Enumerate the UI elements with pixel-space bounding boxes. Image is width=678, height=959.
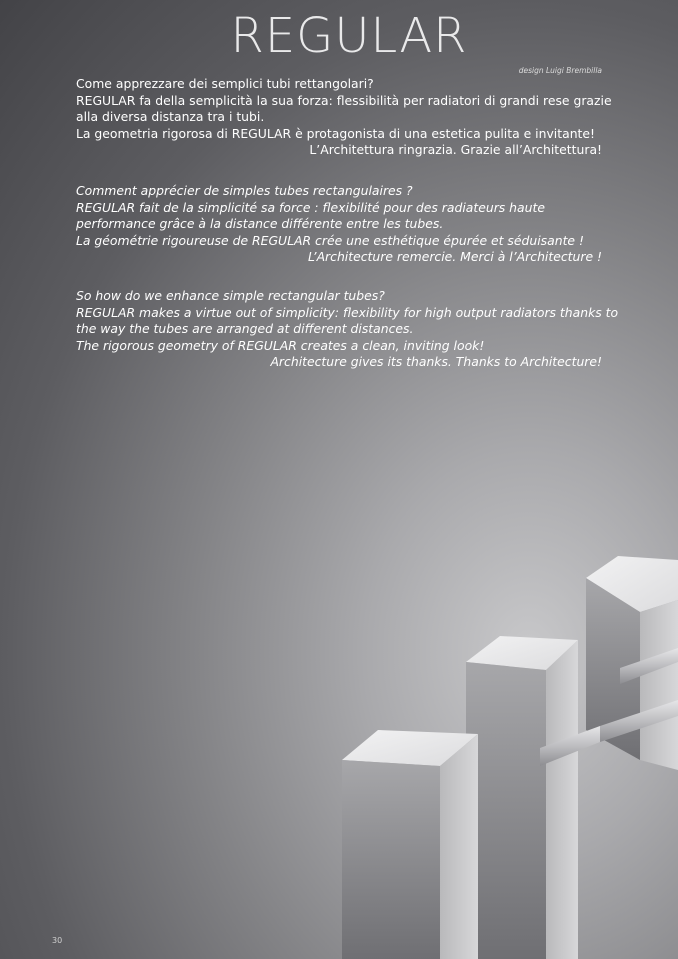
- radiator-tube-front: [342, 730, 478, 959]
- page-title: REGULAR: [230, 8, 468, 64]
- italian-line: Come apprezzare dei semplici tubi rettangolari?: [76, 76, 374, 91]
- italian-line: alla diversa distanza tra i tubi.: [76, 109, 265, 124]
- italian-text-block: [76, 76, 612, 159]
- italian-closing: L’Architettura ringrazia. Grazie all’Architettura!: [309, 142, 602, 157]
- page-number: 30: [52, 936, 63, 945]
- french-line: La géométrie rigoureuse de REGULAR crée une esthétique épurée et séduisante !: [76, 232, 584, 248]
- english-line: So how do we enhance simple rectangular tubes?: [76, 288, 385, 303]
- designer-credit: design Luigi Brembilla: [518, 66, 602, 75]
- english-line: the way the tubes are arranged at different distances.: [76, 321, 414, 336]
- english-closing: Architecture gives its thanks. Thanks to Architecture!: [270, 354, 602, 369]
- italian-line: REGULAR fa della semplicità la sua forza: flessibilità per radiatori di grandi rese grazie: [76, 92, 612, 108]
- french-closing: L’Architecture remercie. Merci à l’Architecture !: [307, 249, 602, 264]
- english-text-block: [76, 288, 619, 371]
- french-line: Comment apprécier de simples tubes rectangulaires ?: [76, 183, 413, 198]
- radiator-tube-middle: [466, 636, 578, 959]
- french-text-block: [76, 183, 602, 266]
- italian-line: La geometria rigorosa di REGULAR è protagonista di una estetica pulita e invitante!: [76, 125, 595, 141]
- english-line: REGULAR makes a virtue out of simplicity: flexibility for high output radiators thanks to: [76, 304, 619, 320]
- french-line: performance grâce à la distance différente entre les tubes.: [76, 216, 444, 231]
- english-line: The rigorous geometry of REGULAR creates a clean, inviting look!: [76, 337, 485, 353]
- french-line: REGULAR fait de la simplicité sa force : flexibilité pour des radiateurs haute: [76, 199, 545, 215]
